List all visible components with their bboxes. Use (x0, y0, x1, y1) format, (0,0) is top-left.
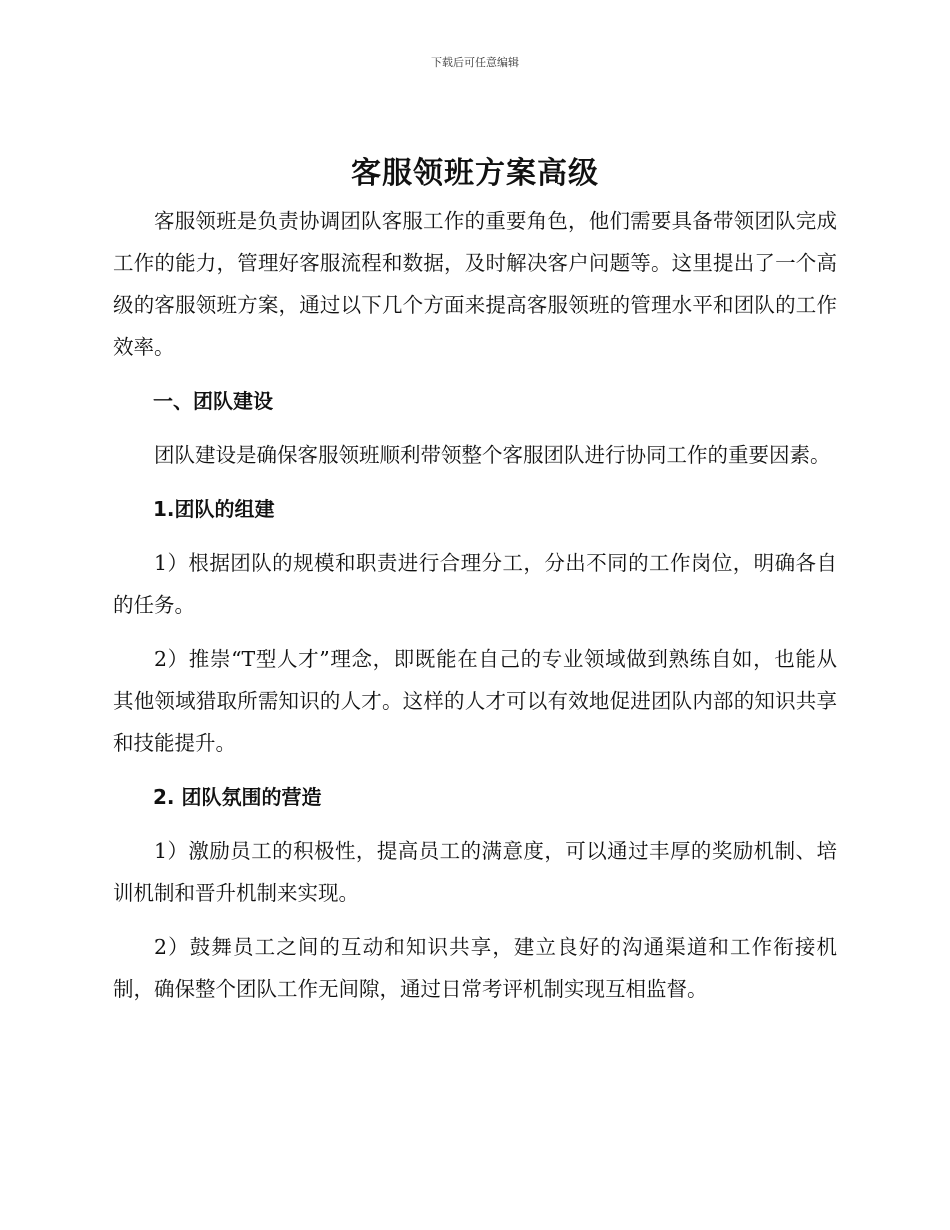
formation-item-1: 1）根据团队的规模和职责进行合理分工，分出不同的工作岗位，明确各自的任务。 (113, 551, 837, 617)
section-heading-team-building: 一、团队建设 (153, 389, 273, 413)
atmosphere-item-2: 2）鼓舞员工之间的互动和知识共享，建立良好的沟通渠道和工作衔接机制，确保整个团队工作无间隙，通过日常考评机制实现互相监督。 (113, 935, 837, 1001)
subheading-team-atmosphere: 2. 团队氛围的营造 (153, 785, 322, 809)
formation-item-2: 2）推崇“T型人才”理念，即既能在自己的专业领域做到熟练自如，也能从其他领域猎取所需知识的人才。这样的人才可以有效地促进团队内部的知识共享和技能提升。 (113, 647, 837, 755)
atmosphere-item-1: 1）激励员工的积极性，提高员工的满意度，可以通过丰厚的奖励机制、培训机制和晋升机制来实现。 (113, 839, 837, 905)
document-content (113, 148, 837, 1010)
header-note: 下载后可任意编辑 (431, 56, 519, 69)
subheading-team-formation: 1.团队的组建 (153, 497, 275, 521)
team-building-paragraph: 团队建设是确保客服领班顺利带领整个客服团队进行协同工作的重要因素。 (154, 443, 831, 467)
intro-paragraph: 客服领班是负责协调团队客服工作的重要角色，他们需要具备带领团队完成工作的能力，管理好客服流程和数据，及时解决客户问题等。这里提出了一个高级的客服领班方案，通过以下几个方面来提高客服领班的管理水平和团队的工作效率。 (113, 209, 837, 359)
document-title: 客服领班方案高级 (351, 156, 599, 191)
